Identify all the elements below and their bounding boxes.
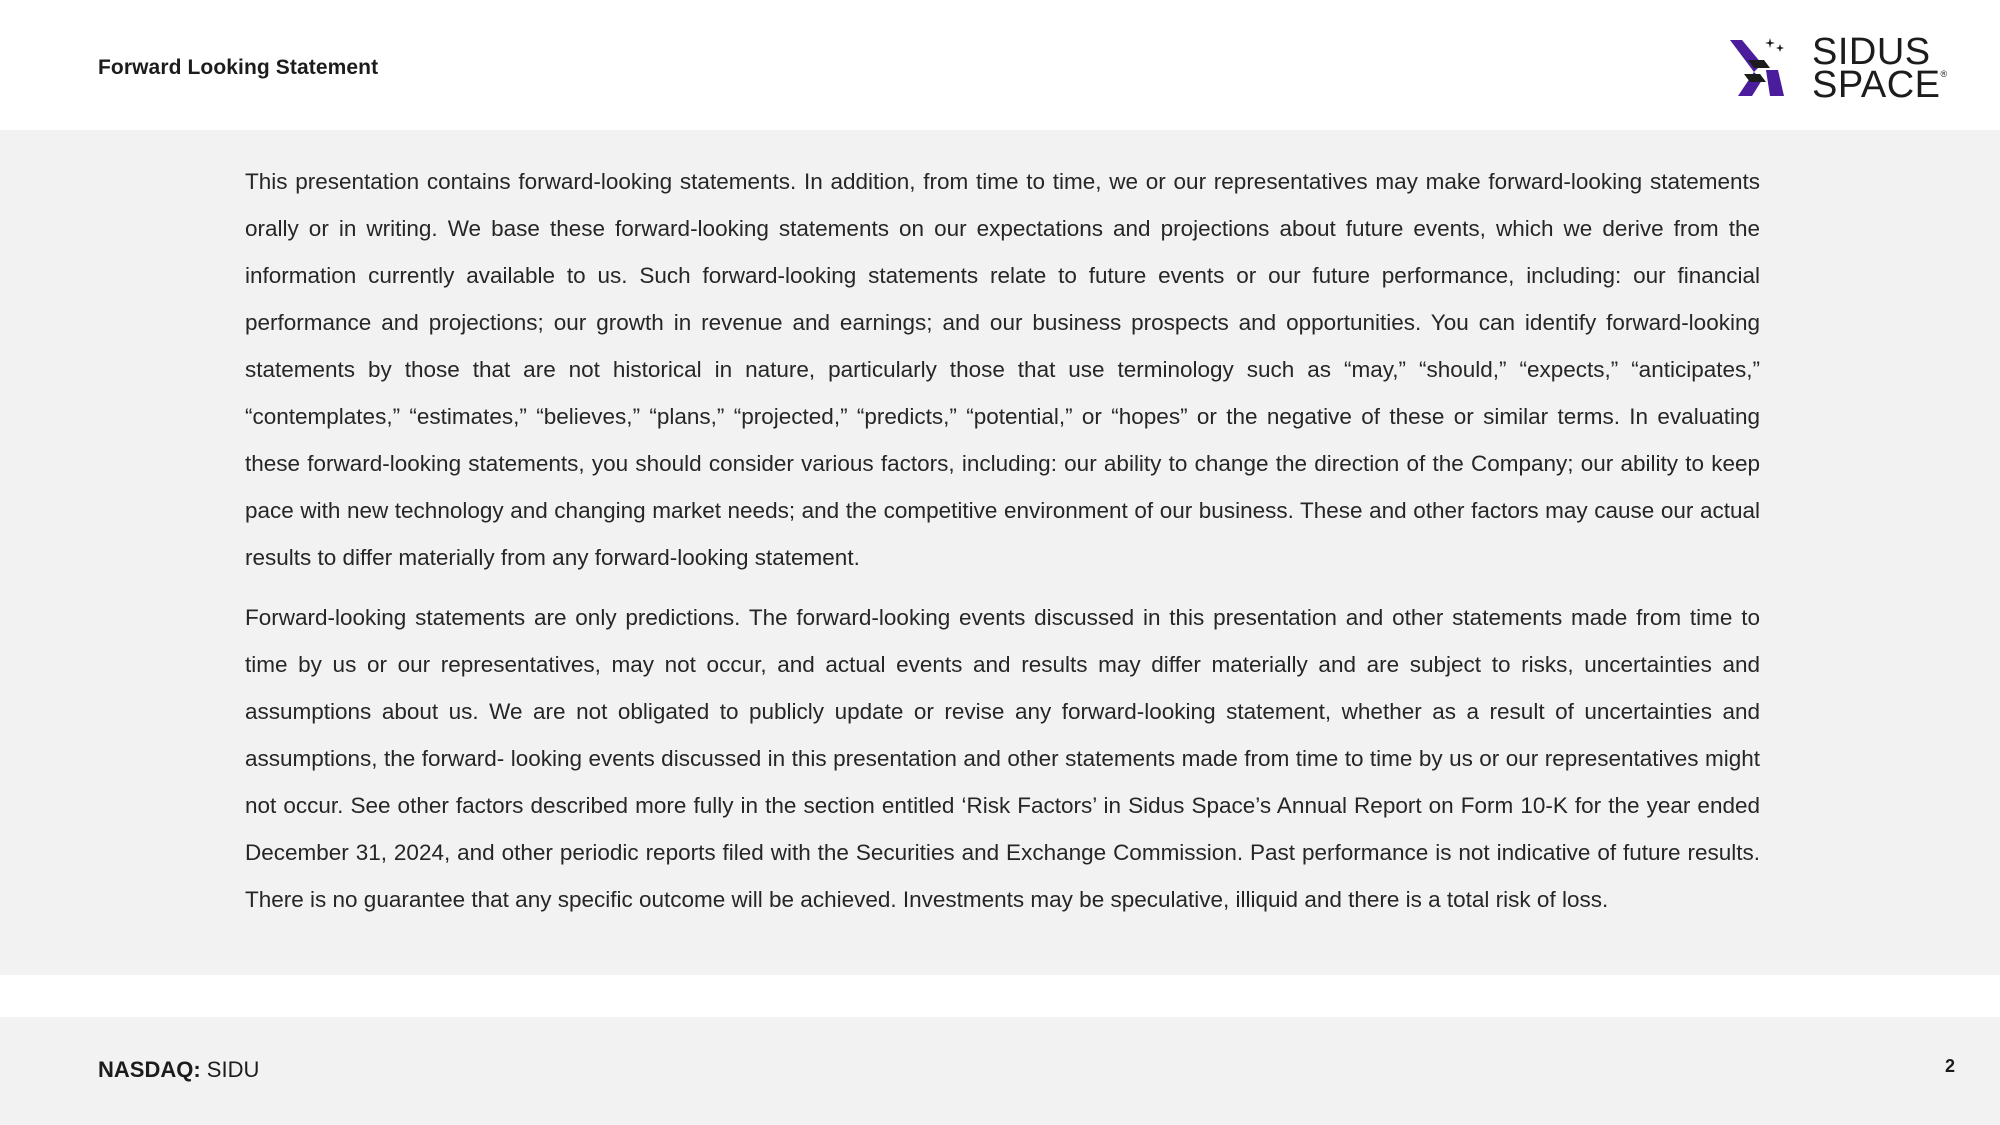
logo-line-2: SPACE [1812, 64, 1941, 106]
paragraph-1: This presentation contains forward-looking statements. In addition, from time to time, we or our representatives may make forward-looking statements orally or in writing. We base these forward-looking statements on our expectations and projections about future events, which we derive from the information currently available to us. Such forward-looking statements relate to future events or our future performance, including: our financial performance and projections; our growth in revenue and earnings; and our business prospects and opportunities. You can identify forward-looking statements by those that are not historical in nature, particularly those that use terminology such as “may,” “should,” “expects,” “anticipates,” “contemplates,” “estimates,” “believes,” “plans,” “projected,” “predicts,” “potential,” or “hopes” or the negative of these or similar terms. In evaluating these forward-looking statements, you should consider various factors, including: our ability to change the direction of the Company; our ability to keep pace with new technology and changing market needs; and the competitive environment of our business. These and other factors may cause our actual results to differ materially from any forward-looking statement. [245, 169, 1760, 570]
page-title: Forward Looking Statement [98, 56, 379, 79]
sidus-logo-icon [1730, 34, 1800, 104]
slide-footer [0, 1017, 2000, 1125]
disclaimer-text [245, 158, 1760, 936]
ticker-label: NASDAQ: [98, 1057, 201, 1082]
page-number: 2 [1944, 1056, 1955, 1076]
ticker-symbol: SIDU [206, 1057, 260, 1082]
paragraph-2: Forward-looking statements are only predictions. The forward-looking events discussed in this presentation and other statements made from time to time by us or our representatives, may not occur, and actual events and results may differ materially and are subject to risks, uncertainties and assumptions about us. We are not obligated to publicly update or revise any forward-looking statement, whether as a result of uncertainties and assumptions, the forward- looking events discussed in this presentation and other statements made from time to time by us or our representatives might not occur. See other factors described more fully in the section entitled ‘Risk Factors’ in Sidus Space’s Annual Report on Form 10-K for the year ended December 31, 2024, and other periodic reports filed with the Securities and Exchange Commission. Past performance is not indicative of future results. There is no guarantee that any specific outcome will be achieved. Investments may be speculative, illiquid and there is a total risk of loss. [245, 605, 1760, 912]
stock-ticker [98, 1057, 259, 1083]
slide-header [0, 0, 2000, 130]
logo-line-1: SIDUS [1812, 31, 1931, 73]
logo-trademark: ® [1940, 69, 1948, 79]
content-panel [0, 130, 2000, 975]
company-logo [1730, 31, 1948, 107]
logo-wordmark [1812, 31, 1948, 106]
